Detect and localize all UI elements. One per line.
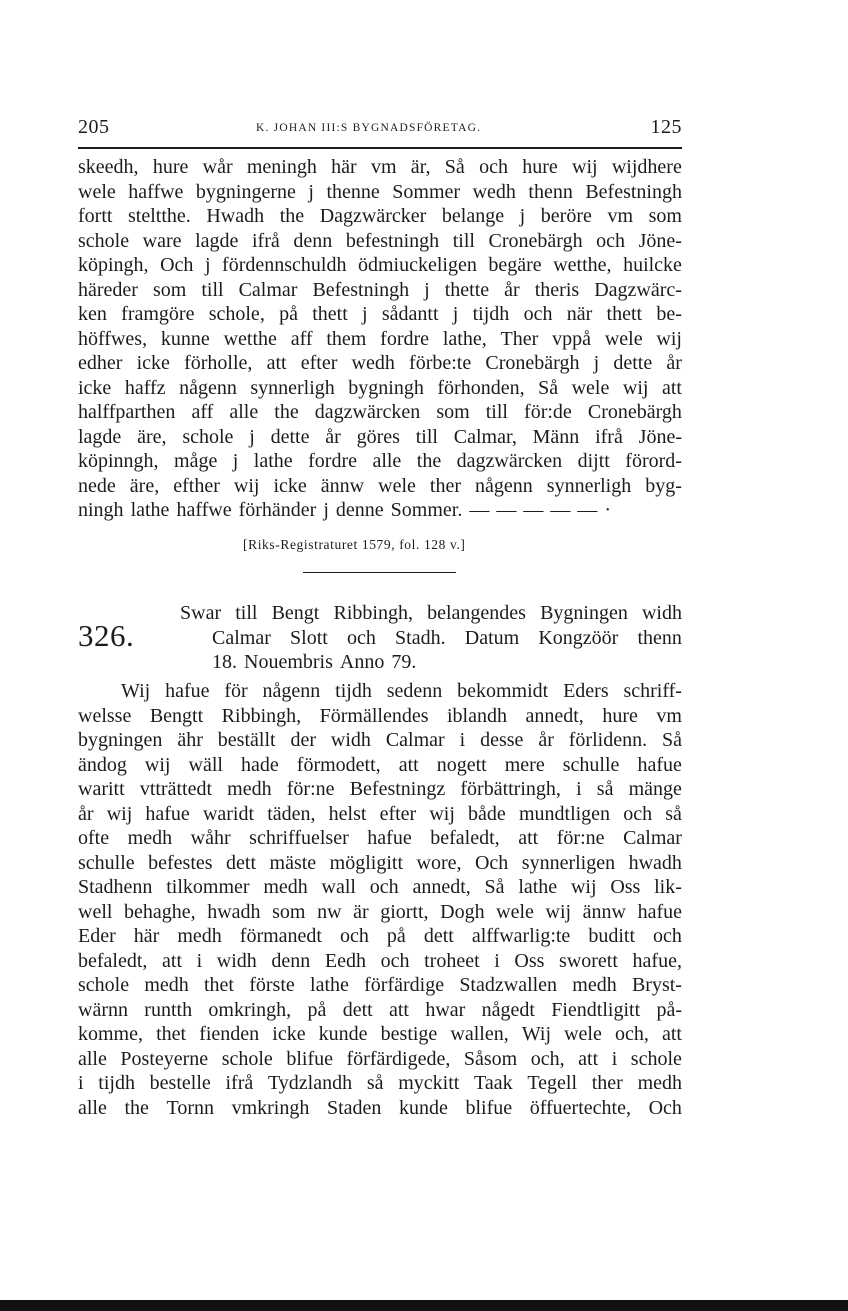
body-line: alle Posteyerne schole blifue förfärdigede, Såsom och, att i schole bbox=[78, 1047, 682, 1070]
text-line: skeedh, hure wår meningh här vm är, Så och hure wij wijdhere bbox=[78, 156, 682, 178]
text-line: lagde äre, schole j dette år göres till Calmar, Männ ifrå Jöne- bbox=[78, 425, 682, 448]
page-number-left: 205 bbox=[78, 116, 110, 138]
source-citation: [Riks-Registraturet 1579, fol. 128 v.] bbox=[243, 537, 466, 552]
body-line: Stadhenn tilkommer medh wall och annedt, Så lathe wij Oss lik- bbox=[78, 876, 682, 898]
heading-line: Calmar Slott och Stadh. Datum Kongzöör thenn bbox=[212, 626, 682, 649]
scan-bottom-edge bbox=[0, 1300, 848, 1311]
body-line: Eder här medh förmanedt och på dett alffwarlig:te buditt och bbox=[78, 925, 682, 947]
text-line: fortt steltthe. Hwadh the Dagzwärcker belange j beröre vm som bbox=[78, 205, 682, 227]
body-line: bygningen ähr beställt der widh Calmar i desse år förlidenn. Så bbox=[78, 729, 682, 751]
text-line: häreder som till Calmar Befestningh j thette år theris Dagzwärc- bbox=[78, 278, 682, 301]
document-heading bbox=[180, 601, 682, 675]
running-title: K. JOHAN III:S BYGNADSFÖRETAG. bbox=[256, 122, 482, 134]
body-line: ändog wij wäll hade förmodett, att nogett mere schulle hafue bbox=[78, 753, 682, 776]
body-line: waritt vtträttedt medh för:ne Befestningz förbättringh, i så mänge bbox=[78, 778, 682, 800]
running-header bbox=[78, 116, 682, 142]
page-number-right: 125 bbox=[650, 116, 682, 138]
document-body bbox=[78, 679, 682, 1120]
body-line: schole medh thet förste lathe förfärdige Stadzwallen medh Bryst- bbox=[78, 974, 682, 996]
body-line: wärnn runtth omkringh, på dett att hwar någedt Fiendtligitt på- bbox=[78, 998, 682, 1021]
body-line: welsse Bengtt Ribbingh, Förmällendes iblandh annedt, hure vm bbox=[78, 704, 682, 727]
text-line: icke haffz någenn synnerligh bygningh förhonden, Så wele wij att bbox=[78, 376, 682, 399]
body-line: år wij hafue waridt täden, helst efter wij både mundtligen och så bbox=[78, 802, 682, 825]
body-line-first: Wij hafue för någenn tijdh sedenn bekommidt Eders schriff- bbox=[121, 680, 682, 702]
section-divider bbox=[303, 572, 456, 573]
header-rule bbox=[78, 147, 682, 149]
text-line: ken framgöre schole, på thett j sådantt j tijdh och när thett be- bbox=[78, 303, 682, 325]
text-line: halffparthen aff alle the dagzwärcken som till för:de Cronebärgh bbox=[78, 401, 682, 423]
text-line: köpinngh, måge j lathe fordre alle the dagzwärcken dijtt förord- bbox=[78, 450, 682, 472]
document-number: 326. bbox=[78, 618, 135, 653]
text-line: edher icke förholle, att efter wedh förbe:te Cronebärgh j dette år bbox=[78, 352, 682, 374]
text-line: höffwes, kunne wetthe aff them fordre lathe, Ther vppå wele wij bbox=[78, 327, 682, 350]
body-line: i tijdh bestelle ifrå Tydzlandh så myckitt Taak Tegell ther medh bbox=[78, 1072, 682, 1094]
text-line-final: ningh lathe haffwe förhänder j denne Sommer. — — — — — · bbox=[78, 499, 611, 521]
body-line: schulle befestes dett mäste mögligitt wore, Och synnerligen hwadh bbox=[78, 851, 682, 874]
body-line: alle the Tornn vmkringh Staden kunde blifue öffuertechte, Och bbox=[78, 1096, 682, 1119]
text-line: köpingh, Och j fördennschuldh ödmiuckeligen begäre wetthe, huilcke bbox=[78, 254, 682, 276]
text-line: wele haffwe bygningerne j thenne Sommer wedh thenn Befestningh bbox=[78, 180, 682, 203]
heading-line: 18. Nouembris Anno 79. bbox=[212, 651, 417, 673]
text-line: schole ware lagde ifrå denn befestningh till Cronebärgh och Jöne- bbox=[78, 229, 682, 252]
body-line: well behaghe, hwadh som nw är giortt, Dogh wele wij ännw hafue bbox=[78, 900, 682, 923]
first-passage bbox=[78, 155, 682, 523]
text-line: nede äre, efther wij icke ännw wele ther någenn synnerligh byg- bbox=[78, 474, 682, 497]
body-line: komme, thet fienden icke kunde bestige wallen, Wij wele och, att bbox=[78, 1023, 682, 1045]
body-line: befaledt, att i widh denn Eedh och troheet i Oss sworett hafue, bbox=[78, 949, 682, 972]
heading-line: Swar till Bengt Ribbingh, belangendes Bygningen widh bbox=[180, 602, 682, 624]
body-line: ofte medh wåhr schriffuelser hafue befaledt, att för:ne Calmar bbox=[78, 827, 682, 849]
